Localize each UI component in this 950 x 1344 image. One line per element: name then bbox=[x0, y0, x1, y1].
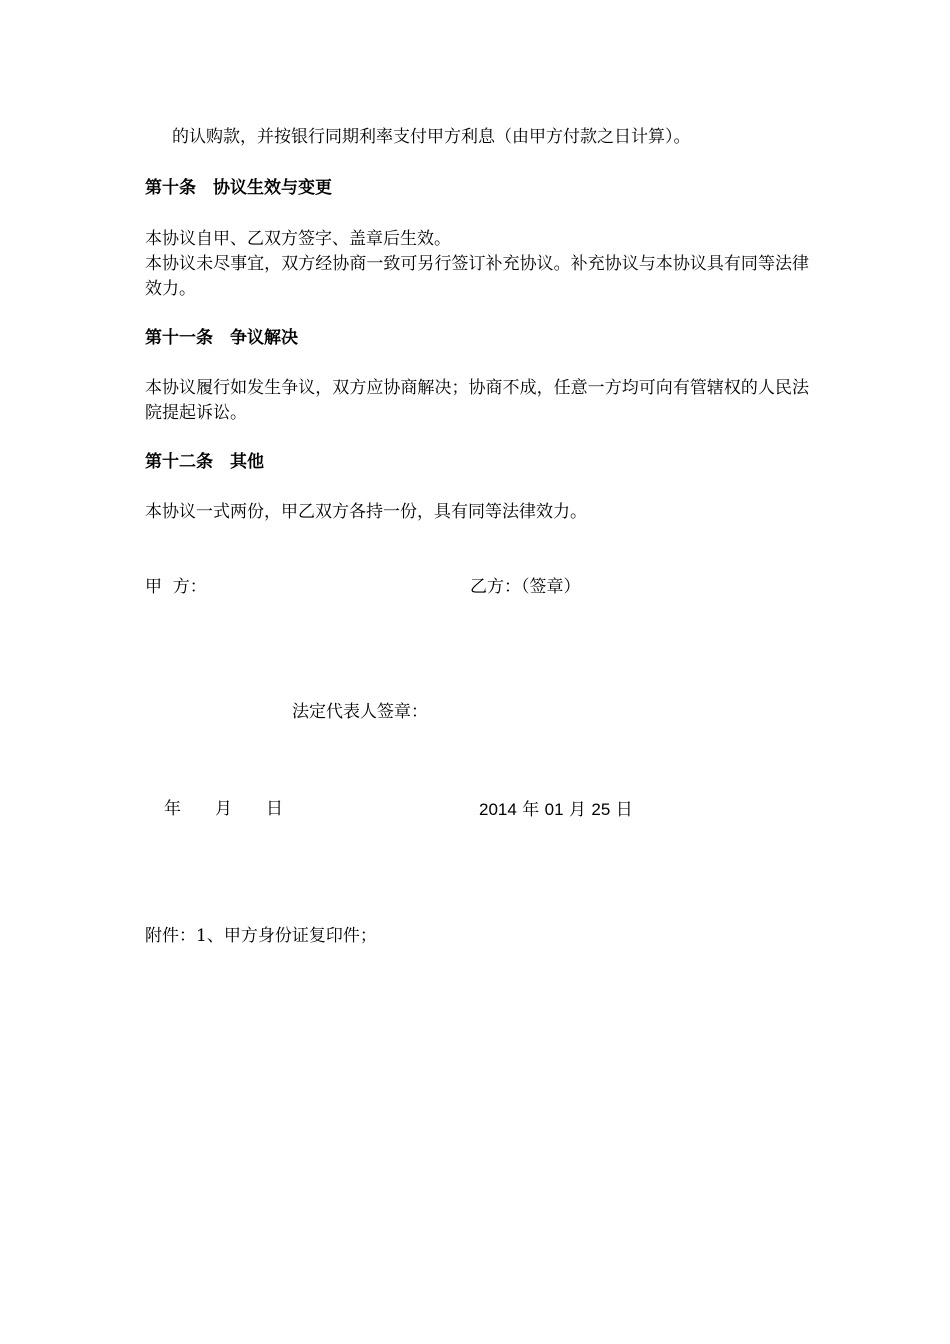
article-10-heading: 第十条 协议生效与变更 bbox=[145, 178, 332, 198]
article-12-heading: 第十二条 其他 bbox=[145, 452, 264, 472]
continuation-text: 的认购款，并按银行同期利率支付甲方利息（由甲方付款之日计算）。 bbox=[172, 127, 691, 147]
article-10-paragraph-2: 本协议未尽事宜，双方经协商一致可另行签订补充协议。补充协议与本协议具有同等法律效力。 bbox=[145, 254, 809, 299]
party-b-date bbox=[479, 797, 633, 823]
date-day: 25 bbox=[591, 800, 611, 819]
legal-representative-label: 法定代表人签章： bbox=[292, 702, 428, 722]
article-12-paragraph-1: 本协议一式两份，甲乙双方各持一份，具有同等法律效力。 bbox=[145, 502, 587, 522]
date-day-unit: 日 bbox=[615, 800, 633, 820]
date-month-unit: 月 bbox=[568, 800, 586, 820]
date-year-unit: 年 bbox=[522, 800, 540, 820]
party-a-label: 甲 方： bbox=[145, 577, 207, 597]
article-11-heading: 第十一条 争议解决 bbox=[145, 328, 298, 348]
party-a-date: 年 月 日 bbox=[164, 799, 283, 819]
article-10-paragraph-1: 本协议自甲、乙双方签字、盖章后生效。 bbox=[145, 229, 451, 249]
article-11-paragraph-1: 本协议履行如发生争议，双方应协商解决；协商不成，任意一方均可向有管辖权的人民法院提起诉讼。 bbox=[145, 378, 809, 423]
party-b-label: 乙方：（签章） bbox=[470, 577, 581, 597]
date-year: 2014 bbox=[479, 800, 517, 819]
attachment-note: 附件：1、甲方身份证复印件； bbox=[145, 926, 377, 946]
date-month: 01 bbox=[544, 800, 564, 819]
